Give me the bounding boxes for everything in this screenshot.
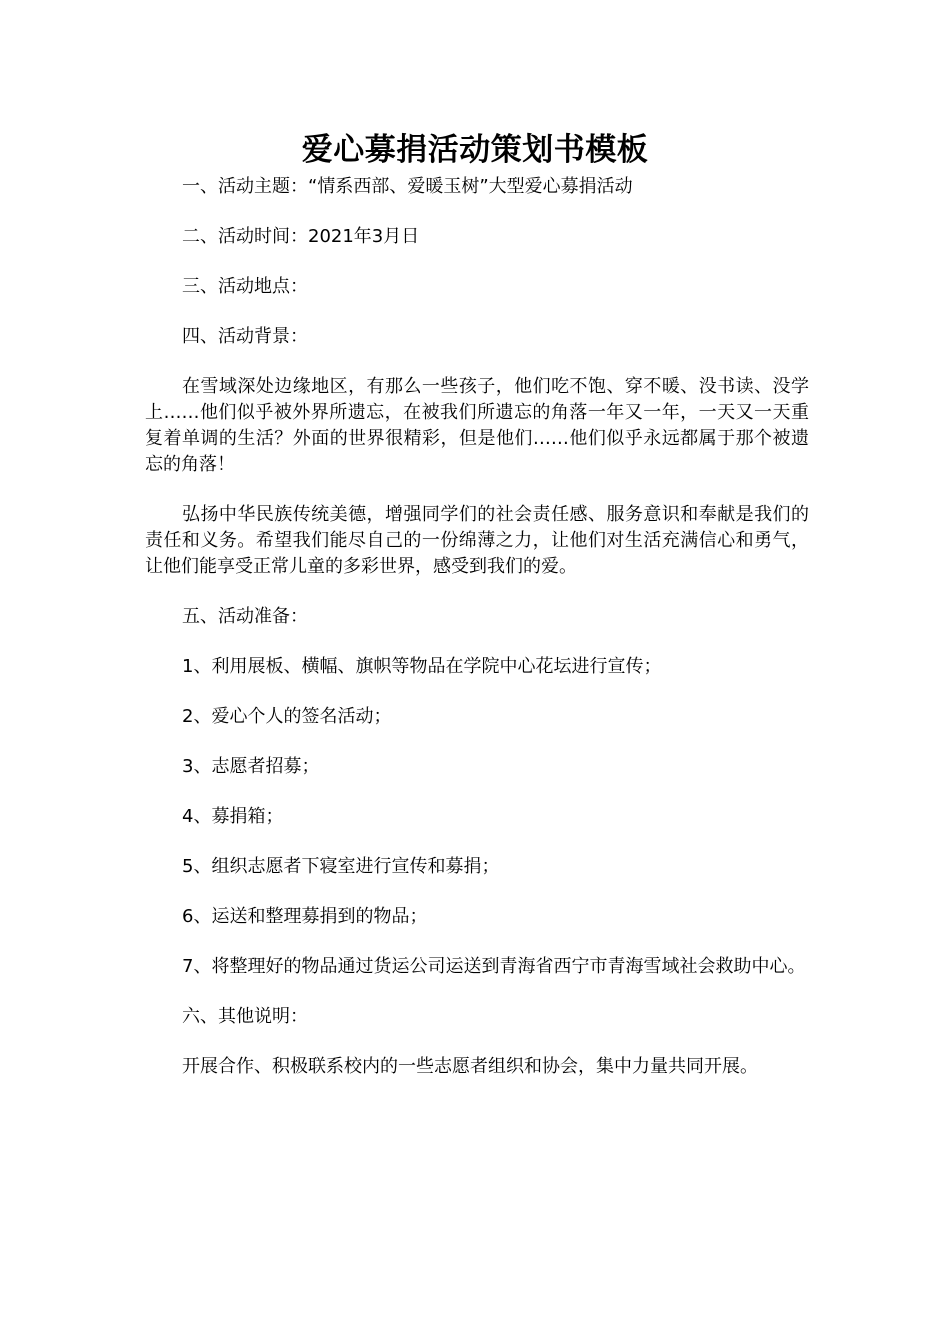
background-paragraph-2: 弘扬中华民族传统美德，增强同学们的社会责任感、服务意识和奉献是我们的责任和义务。希望我们能尽自己的一份绵薄之力，让他们对生活充满信心和勇气，让他们能享受正常儿童的多彩世界，感受到我们的爱。	[145, 504, 809, 577]
section-other-heading: 六、其他说明：	[182, 1006, 308, 1027]
prep-item: 6、运送和整理募捐到的物品；	[182, 906, 428, 927]
section-time: 二、活动时间：2021年3月日	[182, 226, 420, 247]
prep-item: 7、将整理好的物品通过货运公司运送到青海省西宁市青海雪域社会救助中心。	[182, 956, 806, 977]
document-title: 爱心募捐活动策划书模板	[301, 132, 649, 168]
prep-item: 3、志愿者招募；	[182, 756, 320, 777]
prep-item: 5、组织志愿者下寝室进行宣传和募捐；	[182, 856, 500, 877]
prep-item: 1、利用展板、横幅、旗帜等物品在学院中心花坛进行宣传；	[182, 656, 662, 677]
document-body	[145, 174, 809, 1080]
background-paragraph-1: 在雪域深处边缘地区，有那么一些孩子，他们吃不饱、穿不暖、没书读、没学上……他们似乎被外界所遗忘，在被我们所遗忘的角落一年又一年，一天又一天重复着单调的生活？外面的世界很精彩，但是他们……他们似乎永远都属于那个被遗忘的角落！	[145, 376, 809, 475]
prep-item: 2、爱心个人的签名活动；	[182, 706, 392, 727]
section-prep-heading: 五、活动准备：	[182, 606, 308, 627]
other-paragraph: 开展合作、积极联系校内的一些志愿者组织和协会，集中力量共同开展。	[182, 1056, 758, 1077]
section-background-heading: 四、活动背景：	[182, 326, 308, 347]
section-location: 三、活动地点：	[182, 276, 308, 297]
section-theme: 一、活动主题：“情系西部、爱暖玉树”大型爱心募捐活动	[182, 176, 633, 197]
prep-item: 4、募捐箱；	[182, 806, 284, 827]
